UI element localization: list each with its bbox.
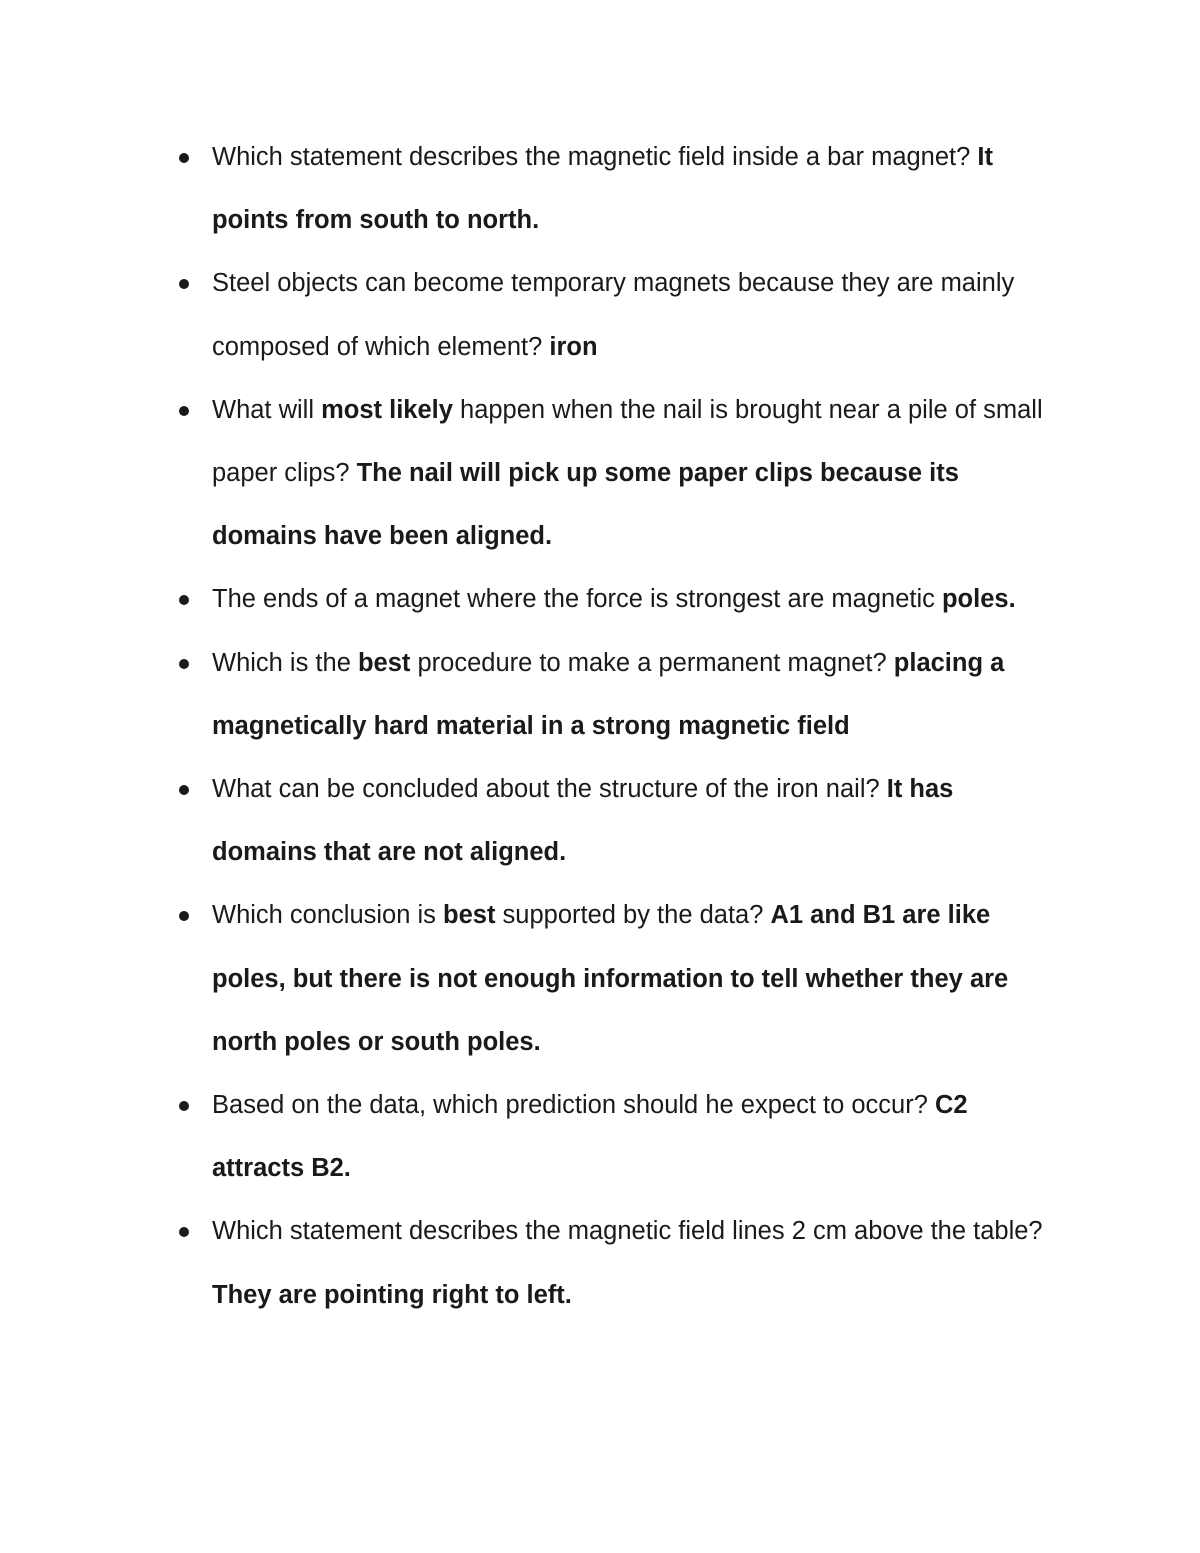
list-item [212, 884, 1062, 1074]
bullet-icon [179, 911, 189, 921]
question-text: Which statement describes the magnetic field inside a bar magnet? [212, 143, 978, 171]
answer-text: A1 and B1 are like poles, but there is not enough information to tell whether they are north poles or south poles. [212, 901, 1009, 1056]
emphasis-text: most likely [321, 395, 453, 424]
list-item [212, 126, 1062, 252]
question-text: procedure to make a permanent magnet? [410, 648, 894, 677]
question-text: The ends of a magnet where the force is strongest are magnetic [212, 585, 942, 614]
emphasis-text: best [443, 901, 496, 930]
answer-text: poles. [941, 585, 1016, 614]
bullet-icon [179, 406, 189, 416]
emphasis-text: best [357, 648, 411, 677]
bullet-icon [179, 153, 189, 163]
bullet-icon [179, 785, 189, 795]
bullet-icon [179, 1101, 189, 1111]
question-text: Steel objects can become temporary magnets because they are mainly composed of which element? [212, 269, 1015, 361]
bullet-icon [179, 595, 189, 605]
question-text: happen when the nail is brought near a pile of small paper clips? [212, 395, 1043, 488]
list-item [212, 252, 1062, 378]
answer-text: iron [549, 332, 598, 361]
bullet-icon [179, 1227, 189, 1237]
question-text: Based on the data, which prediction should he expect to occur? [212, 1091, 935, 1120]
list-item [212, 379, 1062, 569]
question-answer-list [212, 126, 1062, 1327]
list-item [212, 632, 1062, 758]
list-item [212, 568, 1062, 631]
list-item [212, 1074, 1062, 1200]
answer-text: It has domains that are not aligned. [212, 775, 954, 867]
answer-text: C2 attracts B2. [212, 1091, 968, 1183]
answer-text: The nail will pick up some paper clips because its domains have been aligned. [212, 459, 959, 551]
question-text: Which statement describes the magnetic field lines 2 cm above the table? [212, 1217, 1043, 1246]
bullet-icon [179, 659, 189, 669]
question-text: What can be concluded about the structure of the iron nail? [212, 775, 887, 804]
answer-text: They are pointing right to left. [212, 1280, 572, 1309]
answer-text: It points from south to north. [212, 143, 993, 235]
bullet-icon [179, 279, 189, 289]
question-text: Which is the [212, 648, 358, 677]
question-text: Which conclusion is [212, 901, 444, 930]
answer-text: placing a magnetically hard material in a strong magnetic field [212, 648, 1005, 740]
question-text: What will [212, 395, 322, 424]
list-item [212, 758, 1062, 884]
list-item [212, 1200, 1062, 1326]
question-text: supported by the data? [495, 901, 771, 930]
